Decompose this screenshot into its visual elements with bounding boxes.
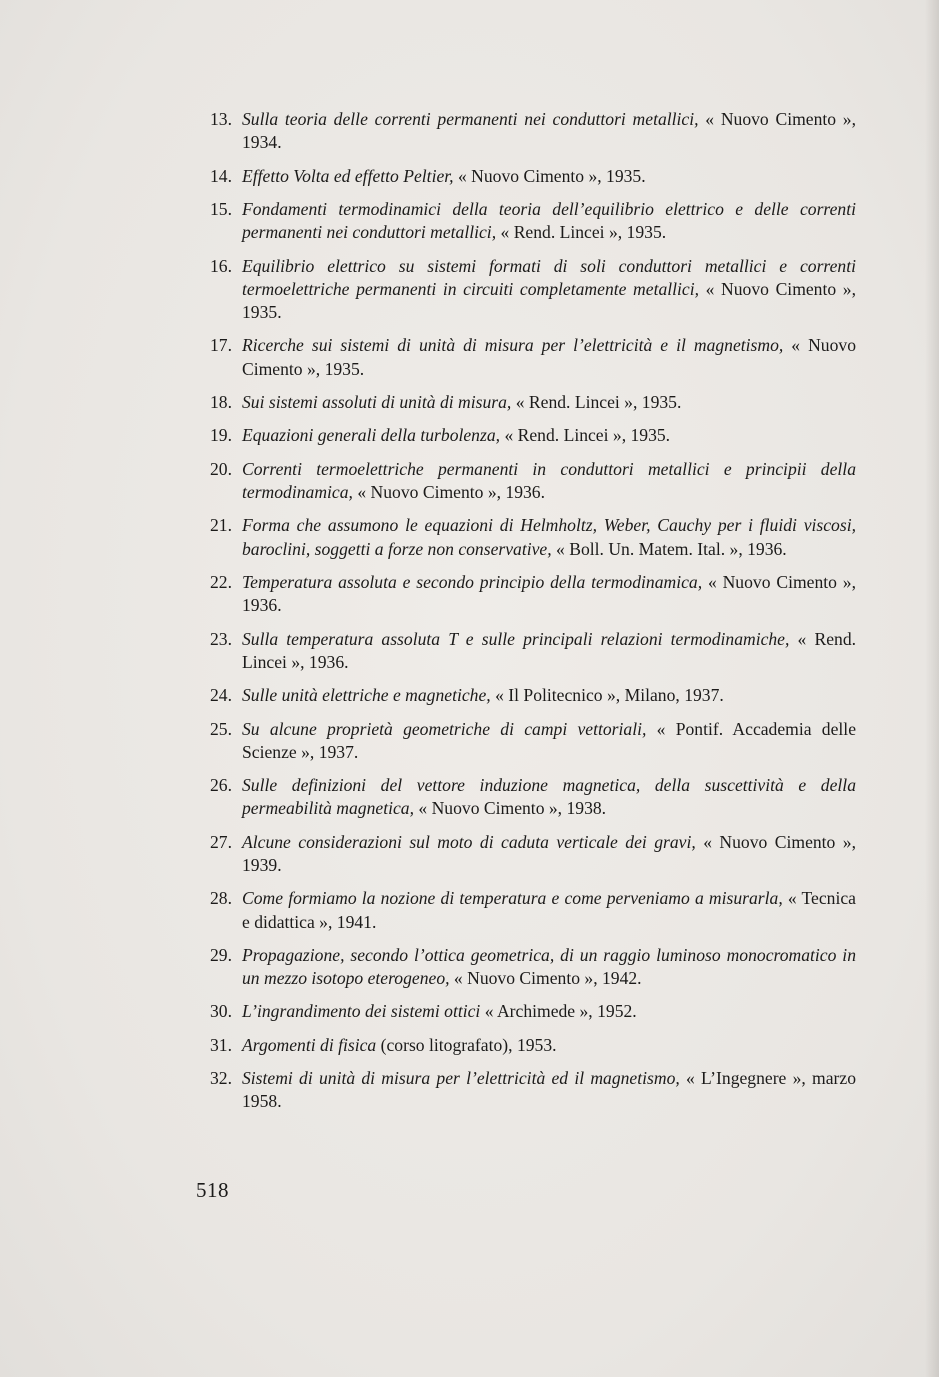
entry-number: 26. — [210, 775, 232, 796]
entry-title: Sui sistemi assoluti di unità di misura, — [242, 391, 512, 412]
entry-source: « Nuovo Cimento », 1935. — [242, 335, 856, 379]
entry-title: Equilibrio elettrico su sistemi formati di soli conduttori metallici e correnti termoelettriche permanenti in circuiti completamente metallici, — [242, 255, 856, 299]
entry-number: 23. — [210, 628, 232, 649]
bibliography-entry — [196, 514, 856, 560]
entry-title: Ricerche sui sistemi di unità di misura per l’elettricità e il magnetismo, — [242, 335, 784, 356]
entry-title: Sistemi di unità di misura per l’elettricità ed il magnetismo, — [242, 1068, 680, 1089]
entry-number: 29. — [210, 944, 232, 965]
bibliography-entry — [196, 1034, 856, 1057]
entry-title: Sulla teoria delle correnti permanenti nei conduttori metallici, — [242, 109, 699, 129]
entry-source: « Nuovo Cimento », 1935. — [457, 165, 646, 186]
bibliography-entry — [196, 108, 856, 154]
bibliography-entry — [196, 1000, 856, 1023]
bibliography-entry — [196, 334, 856, 380]
entry-number: 32. — [210, 1068, 232, 1089]
entry-title: Correnti termoelettriche permanenti in conduttori metallici e principii della termodinamica, — [242, 458, 856, 502]
entry-source: « Nuovo Cimento », 1939. — [242, 831, 856, 875]
entry-number: 20. — [210, 458, 232, 479]
page-number: 518 — [196, 1178, 229, 1202]
entry-title: Equazioni generali della turbolenza, — [242, 425, 501, 446]
bibliography-entry — [196, 165, 856, 188]
entry-title: Temperatura assoluta e secondo principio della termodinamica, — [242, 571, 703, 592]
entry-number: 22. — [210, 571, 232, 592]
bibliography-entry — [196, 391, 856, 414]
entry-number: 30. — [210, 1001, 232, 1022]
bibliography-entry — [196, 571, 856, 617]
entry-title: Sulle definizioni del vettore induzione magnetica, della suscettività e della permeabilità magnetica, — [242, 775, 856, 819]
entry-number: 13. — [210, 109, 232, 129]
entry-source: « Nuovo Cimento », 1935. — [242, 278, 856, 322]
entry-title: Effetto Volta ed effetto Peltier, — [242, 165, 454, 186]
bibliography-entry — [196, 774, 856, 820]
entry-number: 31. — [210, 1034, 232, 1055]
entry-title: Come formiamo la nozione di temperatura e come perveniamo a misurarla, — [242, 888, 783, 909]
entry-number: 16. — [210, 255, 232, 276]
entry-title: Sulla temperatura assoluta T e sulle principali relazioni termodinamiche, — [242, 628, 790, 649]
entry-number: 17. — [210, 335, 232, 356]
bibliography-entry — [196, 718, 856, 764]
entry-title: Fondamenti termodinamici della teoria dell’equilibrio elettrico e delle correnti permanenti nei conduttori metallici, — [242, 198, 856, 243]
entry-source: « Il Politecnico », Milano, 1937. — [495, 685, 724, 706]
entry-number: 21. — [210, 515, 232, 536]
entry-title: Su alcune proprietà geometriche di campi vettoriali, — [242, 718, 647, 739]
entry-source: (corso litografato), 1953. — [380, 1034, 557, 1055]
entry-number: 19. — [210, 425, 232, 446]
entry-source: « Rend. Lincei », 1936. — [242, 628, 857, 672]
bibliography-entry — [196, 628, 856, 674]
entry-source: « Archimede », 1952. — [484, 1001, 637, 1022]
entry-source: « Rend. Lincei », 1935. — [515, 391, 682, 412]
entry-source: « Pontif. Accademia delle Scienze », 1937. — [242, 718, 856, 762]
page-edge-shadow — [925, 0, 939, 1377]
entry-number: 18. — [210, 391, 232, 412]
entry-title: Argomenti di fisica — [242, 1034, 377, 1055]
bibliography-entry — [196, 424, 856, 447]
entry-title: Sulle unità elettriche e magnetiche, — [242, 685, 491, 706]
bibliography-entry — [196, 1067, 856, 1113]
entry-title: Alcune considerazioni sul moto di caduta verticale dei gravi, — [242, 831, 696, 852]
entry-source: « L’Ingegnere », marzo 1958. — [242, 1068, 856, 1112]
bibliography-entry — [196, 887, 856, 933]
entry-number: 28. — [210, 888, 232, 909]
bibliography-list — [196, 108, 856, 1124]
entry-number: 25. — [210, 718, 232, 739]
entry-title: L’ingrandimento dei sistemi ottici — [242, 1001, 481, 1022]
entry-number: 15. — [210, 198, 232, 219]
bibliography-entry — [196, 198, 856, 244]
bibliography-entry — [196, 255, 856, 325]
entry-source: « Rend. Lincei », 1935. — [504, 425, 671, 446]
bibliography-entry — [196, 831, 856, 877]
entry-source: « Nuovo Cimento », 1938. — [418, 798, 607, 819]
entry-source: « Nuovo Cimento », 1936. — [242, 571, 856, 616]
bibliography-entry — [196, 944, 856, 990]
entry-title: Propagazione, secondo l’ottica geometrica, di un raggio luminoso monocromatico in un mezzo isotopo eterogeneo, — [242, 944, 856, 989]
entry-title: Forma che assumono le equazioni di Helmholtz, Weber, Cauchy per i fluidi viscosi, baroclini, soggetti a forze non conservative, — [242, 515, 856, 559]
entry-source: « Nuovo Cimento », 1942. — [453, 968, 642, 989]
entry-source: « Nuovo Cimento », 1934. — [242, 109, 857, 153]
entry-source: « Boll. Un. Matem. Ital. », 1936. — [556, 538, 787, 559]
bibliography-entry — [196, 684, 856, 707]
entry-number: 24. — [210, 685, 232, 706]
entry-source: « Tecnica e didattica », 1941. — [242, 888, 856, 932]
entry-source: « Rend. Lincei », 1935. — [500, 222, 667, 243]
entry-number: 14. — [210, 165, 232, 186]
entry-number: 27. — [210, 831, 232, 852]
bibliography-entry — [196, 458, 856, 504]
entry-source: « Nuovo Cimento », 1936. — [357, 481, 546, 502]
